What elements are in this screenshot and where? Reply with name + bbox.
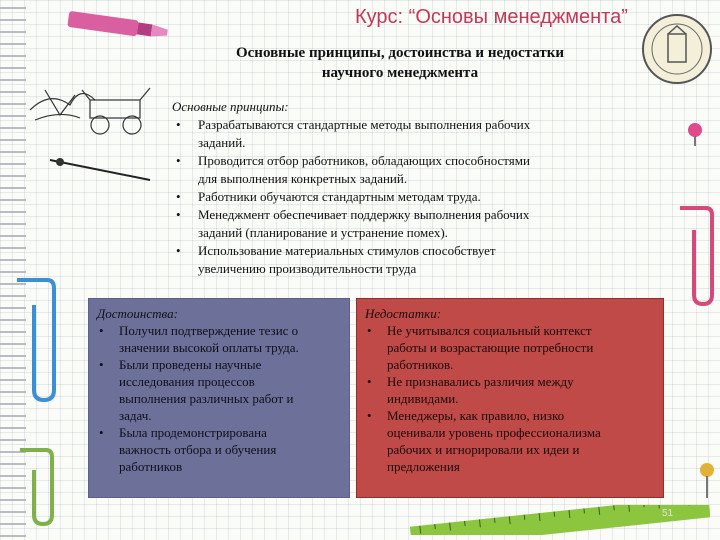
highlighter-marker-icon	[60, 8, 180, 42]
list-item	[172, 206, 632, 242]
list-item-line: рабочих и игнорировали их идеи и	[387, 442, 580, 457]
engraving-illustration	[20, 70, 160, 145]
list-item-line: Менеджмент обеспечивает поддержку выполнения рабочих	[198, 207, 530, 222]
list-item	[172, 116, 632, 152]
page-number: 51	[662, 508, 674, 519]
list-item-line: Проводится отбор работников, обладающих способностями	[198, 153, 530, 168]
bullet: •	[176, 243, 181, 258]
bullet: •	[176, 153, 181, 168]
advantages-box	[88, 298, 350, 498]
push-pin-icon	[40, 150, 160, 190]
slide-title	[190, 43, 610, 83]
paper-clip-icon	[670, 200, 718, 310]
list-item	[365, 407, 655, 475]
list-item-line: Работники обучаются стандартным методам труда.	[198, 189, 481, 204]
bullet: •	[176, 207, 181, 222]
list-item-line: оценивали уровень профессионализма	[387, 425, 601, 440]
bullet: •	[367, 374, 372, 389]
push-pin-icon	[696, 460, 718, 500]
list-item-line: Не учитывался социальный контекст	[387, 323, 592, 338]
bullet: •	[176, 189, 181, 204]
push-pin-icon	[680, 118, 710, 148]
list-item-line: работников.	[387, 357, 454, 372]
list-item-line: Получил подтверждение тезис о	[119, 323, 299, 338]
advantages-heading: Достоинства:	[97, 306, 178, 321]
disadvantages-heading: Недостатки:	[365, 306, 442, 321]
list-item	[172, 188, 632, 206]
disadvantages-list	[365, 322, 655, 475]
list-item-line: Разрабатываются стандартные методы выполнения рабочих	[198, 117, 531, 132]
list-item-line: исследования процессов	[119, 374, 255, 389]
slide-title-line: Основные принципы, достоинства и недостатки	[235, 45, 564, 61]
advantages-list	[97, 322, 341, 475]
list-item	[172, 242, 632, 278]
list-item	[97, 424, 341, 475]
list-item-line: важность отбора и обучения	[119, 442, 277, 457]
seal-stamp-icon	[640, 12, 714, 86]
slide-title-line: научного менеджмента	[321, 65, 479, 81]
paper-clip-icon	[2, 270, 62, 410]
principles-list	[172, 116, 632, 278]
list-item-line: Менеджеры, как правило, низко	[387, 408, 565, 423]
bullet: •	[367, 408, 372, 423]
disadvantages-box	[356, 298, 664, 498]
list-item	[97, 356, 341, 424]
list-item-line: предложения	[387, 459, 460, 474]
list-item-line: Была продемонстрирована	[119, 425, 267, 440]
bullet: •	[99, 323, 104, 338]
course-title: Курс: “Основы менеджмента”	[355, 6, 628, 28]
paper-clip-icon	[10, 440, 60, 530]
list-item-line: Не признавались различия между	[387, 374, 574, 389]
list-item-line: работников	[119, 459, 183, 474]
list-item	[97, 322, 341, 356]
list-item-line: заданий (планирование и устранение помех).	[198, 225, 448, 240]
bullet: •	[99, 357, 104, 372]
principles-section	[172, 98, 632, 278]
list-item-line: работы и возрастающие потребности	[387, 340, 594, 355]
list-item-line: для выполнения конкретных заданий.	[198, 171, 408, 186]
list-item	[172, 152, 632, 188]
list-item-line: Использование материальных стимулов способствует	[198, 243, 496, 258]
list-item-line: выполнения различных работ и	[119, 391, 294, 406]
bullet: •	[176, 117, 181, 132]
list-item	[365, 373, 655, 407]
list-item-line: заданий.	[198, 135, 246, 150]
list-item-line: Были проведены научные	[119, 357, 262, 372]
principles-heading: Основные принципы:	[172, 99, 289, 114]
bullet: •	[99, 425, 104, 440]
list-item	[365, 322, 655, 373]
list-item-line: задач.	[119, 408, 152, 423]
list-item-line: увеличению производительности труда	[198, 261, 417, 276]
bullet: •	[367, 323, 372, 338]
list-item-line: индивидами.	[387, 391, 459, 406]
list-item-line: значении высокой оплаты труда.	[119, 340, 299, 355]
